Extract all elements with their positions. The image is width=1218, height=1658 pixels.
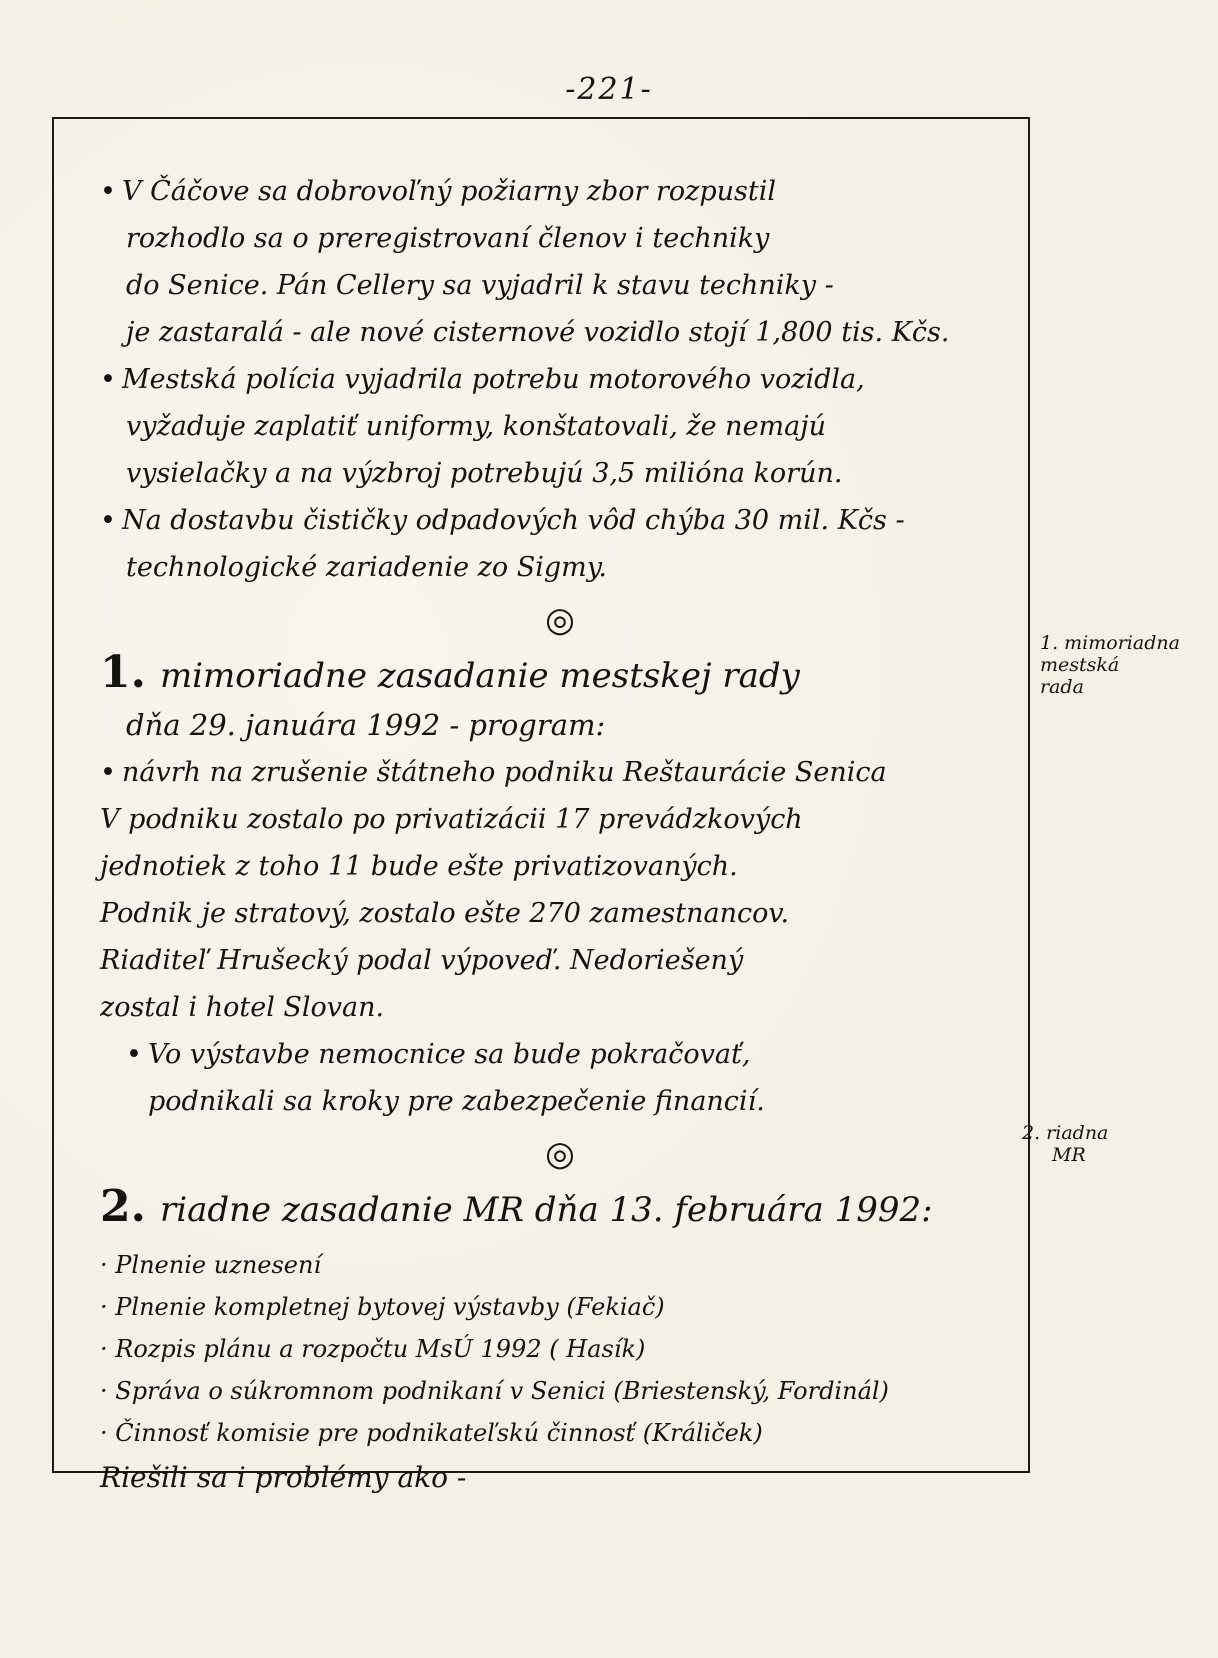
agenda-item-text: Správa o súkromnom podnikaní v Senici (Briestenský, Fordinál) xyxy=(115,1377,889,1405)
text-line: jednotiek z toho 11 bude ešte privatizovaných. xyxy=(100,851,738,882)
agenda-item-text: Plnenie uznesení xyxy=(115,1251,322,1279)
agenda-item: · Rozpis plánu a rozpočtu MsÚ 1992 ( Hasík) xyxy=(100,1335,646,1363)
margin-note-line: MR xyxy=(1052,1144,1086,1166)
margin-note-extraordinary xyxy=(1040,632,1180,698)
paragraph-city-police xyxy=(100,356,1020,497)
agenda-item-text: Rozpis plánu a rozpočtu MsÚ 1992 ( Hasík) xyxy=(115,1335,646,1363)
section-regular-meeting xyxy=(100,1181,1020,1502)
margin-note-line: 1. mimoriadna xyxy=(1040,632,1180,654)
text-line: je zastaralá - ale nové cisternové vozidlo stojí 1,800 tis. Kčs. xyxy=(126,317,950,348)
section-heading-text: riadne zasadanie MR dňa 13. februára 1992: xyxy=(159,1190,933,1230)
text-line: • Na dostavbu čističky odpadových vôd chýba 30 mil. Kčs - xyxy=(100,497,1020,544)
main-text xyxy=(100,168,1020,1502)
section-heading-line2: dňa 29. januára 1992 - program: xyxy=(126,708,606,742)
text-line: technologické zariadenie zo Sigmy. xyxy=(126,552,607,583)
text-line: Riaditeľ Hrušecký podal výpoveď. Nedoriešený xyxy=(100,945,744,976)
text-line: rozhodlo sa o preregistrovaní členov i techniky xyxy=(126,223,770,254)
agenda-item-text: Plnenie kompletnej bytovej výstavby (Fekiač) xyxy=(115,1293,665,1321)
section-number: 1. xyxy=(100,647,146,698)
margin-note-line: 2. riadna xyxy=(1022,1122,1109,1144)
text-line: • Mestská polícia vyjadrila potrebu motorového vozidla, xyxy=(100,356,1020,403)
text-line: Podnik je stratový, zostalo ešte 270 zamestnancov. xyxy=(100,898,790,929)
margin-note-line: mestská xyxy=(1040,654,1120,676)
agenda-item: · Plnenie uznesení xyxy=(100,1251,322,1279)
section-heading xyxy=(100,647,1020,702)
agenda-item: · Správa o súkromnom podnikaní v Senici (Briestenský, Fordinál) xyxy=(100,1377,889,1405)
text-line: • návrh na zrušenie štátneho podniku Reštaurácie Senica xyxy=(100,749,1020,796)
text-line: zostal i hotel Slovan. xyxy=(100,992,385,1023)
section-extraordinary-meeting xyxy=(100,647,1020,1125)
text-line: V podniku zostalo po privatizácii 17 prevádzkových xyxy=(100,804,803,835)
closing-line: Riešili sa i problémy ako - xyxy=(100,1461,467,1494)
text-line: • V Čáčove sa dobrovoľný požiarny zbor rozpustil xyxy=(100,168,1020,215)
text-line: • Vo výstavbe nemocnice sa bude pokračovať, xyxy=(100,1031,1020,1078)
text-line: do Senice. Pán Cellery sa vyjadril k stavu techniky - xyxy=(126,270,834,301)
text-line: podnikali sa kroky pre zabezpečenie financií. xyxy=(148,1086,765,1117)
agenda-item: · Činnosť komisie pre podnikateľskú činnosť (Králiček) xyxy=(100,1419,763,1447)
section-heading-text: mimoriadne zasadanie mestskej rady xyxy=(159,656,800,696)
margin-note-line: rada xyxy=(1040,676,1084,698)
page-number: -221- xyxy=(565,72,653,107)
text-line: vysielačky a na výzbroj potrebujú 3,5 milióna korún. xyxy=(126,458,843,489)
separator-symbol: ◎ xyxy=(545,600,575,640)
margin-note-regular xyxy=(1022,1122,1108,1166)
agenda-item-text: Činnosť komisie pre podnikateľskú činnosť (Králiček) xyxy=(115,1419,763,1447)
separator-symbol: ◎ xyxy=(545,1134,575,1174)
paragraph-water-treatment xyxy=(100,497,1020,591)
text-line: vyžaduje zaplatiť uniformy, konštatovali, že nemajú xyxy=(126,411,827,442)
section-number: 2. xyxy=(100,1181,146,1232)
section-heading xyxy=(100,1181,1020,1236)
paragraph-fire-brigade xyxy=(100,168,1020,356)
agenda-item: · Plnenie kompletnej bytovej výstavby (Fekiač) xyxy=(100,1293,665,1321)
